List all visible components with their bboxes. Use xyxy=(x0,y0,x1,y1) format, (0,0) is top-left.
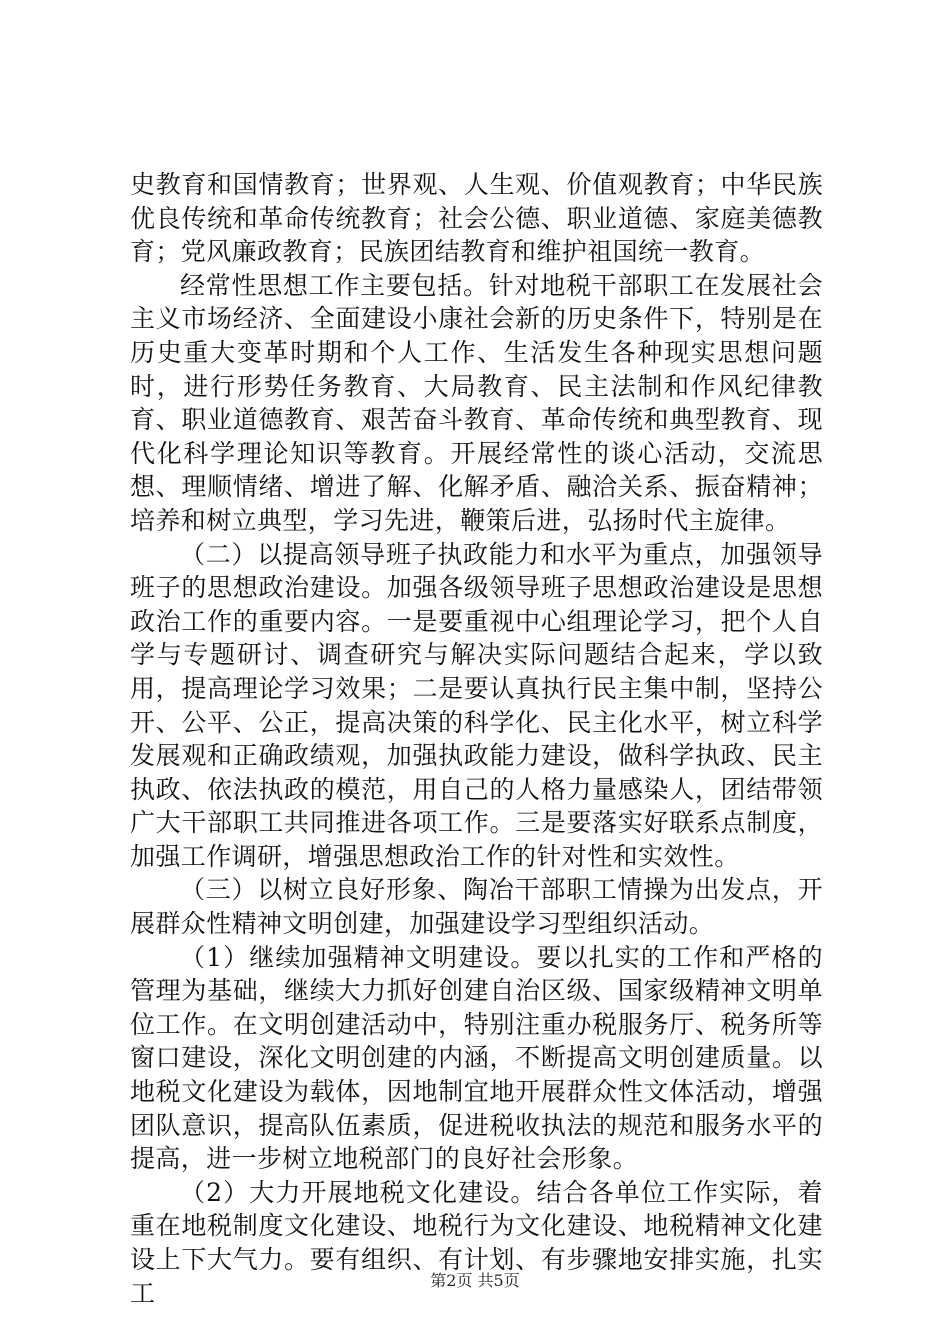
page-footer: 第2页 共5页 xyxy=(430,1271,520,1290)
paragraph-6: （2）大力开展地税文化建设。结合各单位工作实际，着重在地税制度文化建设、地税行为文化建设、地税精神文化建设上下大气力。要有组织、有计划、有步骤地安排实施，扎实工 xyxy=(130,1177,823,1308)
document-body xyxy=(130,168,823,1310)
paragraph-5: （1）继续加强精神文明建设。要以扎实的工作和严格的管理为基础，继续大力抓好创建自治区级、国家级精神文明单位工作。在文明创建活动中，特别注重办税服务厅、税务所等窗口建设，深化文明创建的内涵，不断提高文明创建质量。以地税文化建设为载体，因地制宜地开展群众性文体活动，增强团队意识，提高队伍素质，促进税收执法的规范和服务水平的提高，进一步树立地税部门的良好社会形象。 xyxy=(130,942,823,1174)
paragraph-3: （二）以提高领导班子执政能力和水平为重点，加强领导班子的思想政治建设。加强各级领导班子思想政治建设是思想政治工作的重要内容。一是要重视中心组理论学习，把个人自学与专题研讨、调查研究与解决实际问题结合起来，学以致用，提高理论学习效果；二是要认真执行民主集中制，坚持公开、公平、公正，提高决策的科学化、民主化水平，树立科学发展观和正确政绩观，加强执政能力建设，做科学执政、民主执政、依法执政的模范，用自己的人格力量感染人，团结带领广大干部职工共同推进各项工作。三是要落实好联系点制度，加强工作调研，增强思想政治工作的针对性和实效性。 xyxy=(130,539,823,871)
paragraph-4: （三）以树立良好形象、陶冶干部职工情操为出发点，开展群众性精神文明创建，加强建设学习型组织活动。 xyxy=(130,875,823,939)
paragraph-2: 经常性思想工作主要包括。针对地税干部职工在发展社会主义市场经济、全面建设小康社会新的历史条件下，特别是在历史重大变革时期和个人工作、生活发生各种现实思想问题时，进行形势任务教育、大局教育、民主法制和作风纪律教育、职业道德教育、艰苦奋斗教育、革命传统和典型教育、现代化科学理论知识等教育。开展经常性的谈心活动，交流思想、理顺情绪、增进了解、化解矛盾、融洽关系、振奋精神；培养和树立典型，学习先进，鞭策后进，弘扬时代主旋律。 xyxy=(130,270,823,535)
paragraph-1: 史教育和国情教育；世界观、人生观、价值观教育；中华民族优良传统和革命传统教育；社会公德、职业道德、家庭美德教育；党风廉政教育；民族团结教育和维护祖国统一教育。 xyxy=(130,170,823,267)
